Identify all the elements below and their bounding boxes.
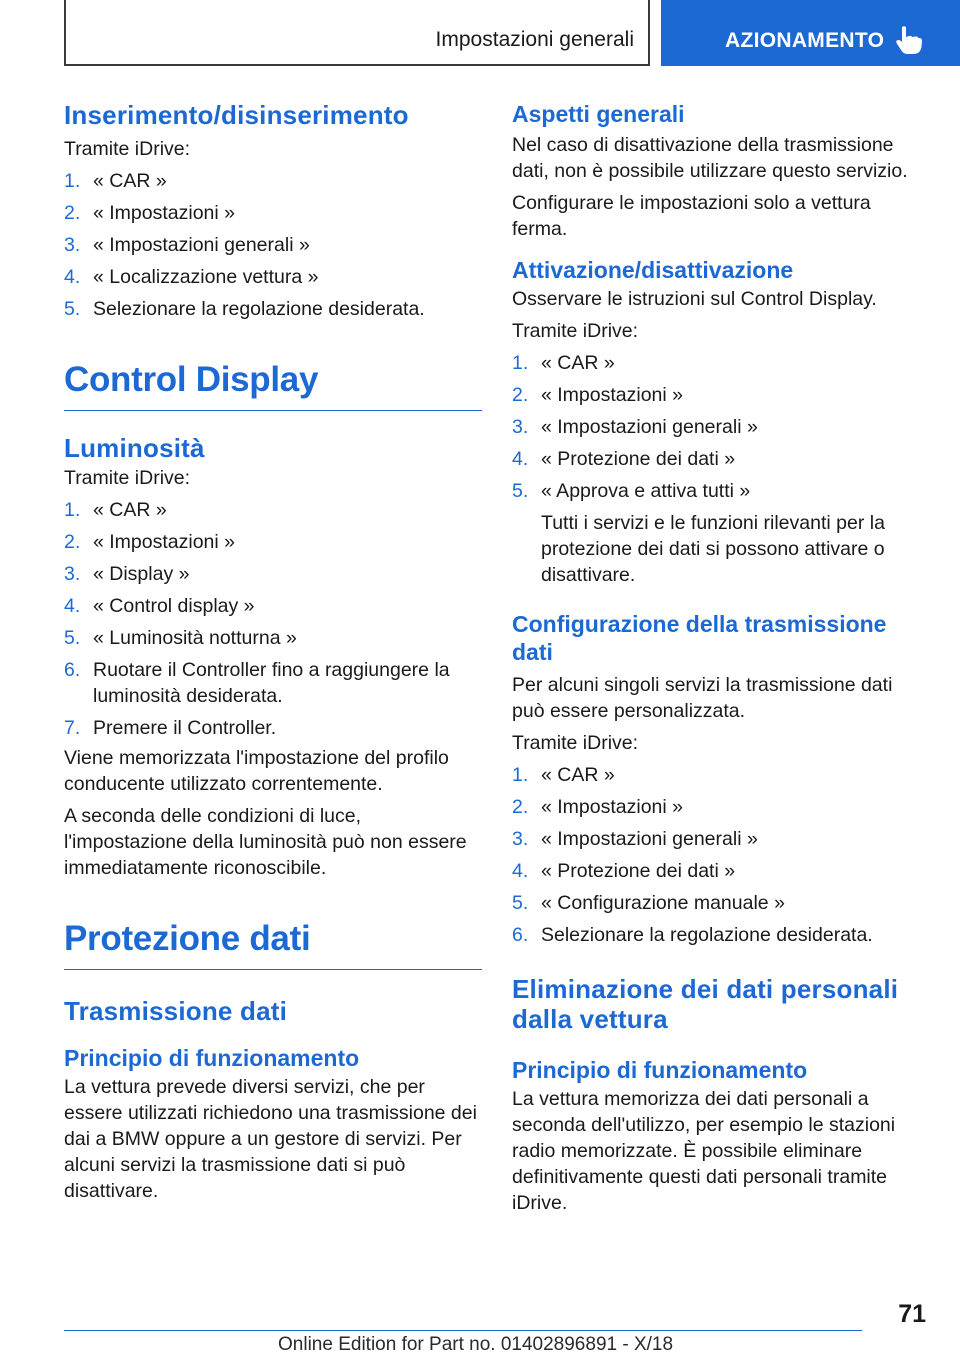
header-section-title: Impostazioni generali [435,28,634,51]
list-item [512,890,926,916]
step-text: Selezionare la regolazione desiderata. [541,924,873,946]
subsection-title-principio: Principio di funzionamento [64,1045,360,1071]
section-title-eliminazione: Eliminazione dei dati personali dalla vettura [512,974,899,1034]
step-text: « Impostazioni generali » [541,828,758,850]
step-number: 2. [512,384,529,406]
step-number: 4. [64,595,81,617]
section-title-luminosita: Luminosità [64,433,205,463]
page-number: 71 [898,1300,926,1328]
step-text: « Impostazioni » [93,531,235,553]
list-item [512,350,926,376]
body-paragraph: Configurare le impostazioni solo a vettura ferma. [512,192,871,240]
step-number: 5. [512,892,529,914]
list-item [512,762,926,788]
step-number: 5. [512,480,529,502]
step-number: 6. [64,659,81,681]
body-paragraph: Nel caso di disattivazione della trasmissione dati, non è possibile utilizzare questo servizio. [512,134,908,182]
step-number: 3. [64,234,81,256]
step-text: « Protezione dei dati » [541,860,736,882]
body-paragraph: Viene memorizzata l'impostazione del profilo conducente utilizzato correntemente. [64,747,449,795]
step-text: « CAR » [541,352,615,374]
step-text: « CAR » [93,499,167,521]
subsection-title-configurazione: Configurazione della trasmissione dati [512,611,887,665]
step-number: 4. [512,448,529,470]
step-number: 1. [512,352,529,374]
body-paragraph: La vettura memorizza dei dati personali a seconda dell'utilizzo, per esempio le stazioni radio memorizzate. È possibile eliminare definitivamente questi dati personali tramite iDrive. [512,1088,896,1214]
chapter-title-protezione-dati: Protezione dati [64,917,482,970]
steps-list-configurazione [512,762,926,948]
section-title-trasmissione-dati: Trasmissione dati [64,996,288,1026]
step-note: Tutti i servizi e le funzioni rilevanti per la protezione dei dati si possono attivare o disattivare. [541,512,885,586]
left-column [64,100,482,1204]
list-item [64,625,482,651]
list-item [512,478,926,504]
step-text: « Impostazioni generali » [541,416,758,438]
step-number: 4. [64,266,81,288]
step-number: 2. [512,796,529,818]
step-text: « Display » [93,563,190,585]
list-item [64,529,482,555]
list-item [64,232,482,258]
list-item [64,168,482,194]
subsection-title-principio: Principio di funzionamento [512,1057,808,1083]
list-item [64,561,482,587]
list-item [512,858,926,884]
step-number: 1. [64,499,81,521]
step-text: « Approva e attiva tutti » [541,480,751,502]
step-number: 5. [64,627,81,649]
intro-text: Tramite iDrive: [64,467,191,489]
steps-list-inserimento [64,168,482,322]
body-paragraph: La vettura prevede diversi servizi, che per essere utilizzati richiedono una trasmissione dei dai a BMW oppure a un gestore di servizi. Per alcuni servizi la trasmissione dati si può disattivare. [64,1076,477,1202]
step-text: « Impostazioni generali » [93,234,310,256]
step-text: « Impostazioni » [541,384,683,406]
body-paragraph: Per alcuni singoli servizi la trasmissione dati può essere personalizzata. [512,674,893,722]
header-chapter-tab[interactable] [661,0,960,66]
step-number: 1. [64,170,81,192]
step-text: « Luminosità notturna » [93,627,297,649]
intro-text: Tramite iDrive: [512,320,639,342]
step-text: Selezionare la regolazione desiderata. [93,298,425,320]
list-item [64,497,482,523]
step-text: « Protezione dei dati » [541,448,736,470]
list-item [512,414,926,440]
list-item [512,382,926,408]
step-number: 3. [64,563,81,585]
footer-edition-text: Online Edition for Part no. 01402896891 - X/18 [278,1334,674,1355]
steps-list-luminosita [64,497,482,741]
step-number: 2. [64,531,81,553]
subsection-title-attivazione: Attivazione/disattivazione [512,257,794,283]
list-item [512,446,926,472]
step-number: 5. [64,298,81,320]
list-item [64,593,482,619]
body-paragraph: A seconda delle condizioni di luce, l'impostazione della luminosità può non essere immediatamente riconoscibile. [64,805,467,879]
hand-pointer-icon [895,25,923,55]
step-number: 4. [512,860,529,882]
list-item [64,264,482,290]
right-column [512,100,926,1216]
step-number: 7. [64,717,81,739]
list-item [64,657,482,709]
body-paragraph: Osservare le istruzioni sul Control Display. [512,288,877,310]
list-item [64,715,482,741]
list-item [512,794,926,820]
list-item [512,922,926,948]
step-number: 6. [512,924,529,946]
step-text: « Impostazioni » [93,202,235,224]
header-section-box [64,0,650,66]
step-text: « CAR » [541,764,615,786]
intro-text: Tramite iDrive: [64,138,191,160]
step-text: « Configurazione manuale » [541,892,785,914]
step-text: « Localizzazione vettura » [93,266,319,288]
list-item [64,296,482,322]
intro-text: Tramite iDrive: [512,732,639,754]
list-item [64,200,482,226]
header-chapter-label: AZIONAMENTO [725,29,885,52]
step-number: 3. [512,828,529,850]
steps-list-attivazione [512,350,926,504]
section-title-inserimento: Inserimento/disinserimento [64,100,409,130]
step-text: Premere il Controller. [93,717,277,739]
step-number: 2. [64,202,81,224]
subsection-title-aspetti-generali: Aspetti generali [512,101,685,127]
step-number: 1. [512,764,529,786]
step-text: Ruotare il Controller fino a raggiungere la luminosità desiderata. [93,659,450,707]
step-text: « Impostazioni » [541,796,683,818]
footer-divider [64,1330,862,1331]
list-item [512,826,926,852]
chapter-title-control-display: Control Display [64,358,482,411]
step-text: « CAR » [93,170,167,192]
step-text: « Control display » [93,595,255,617]
step-number: 3. [512,416,529,438]
